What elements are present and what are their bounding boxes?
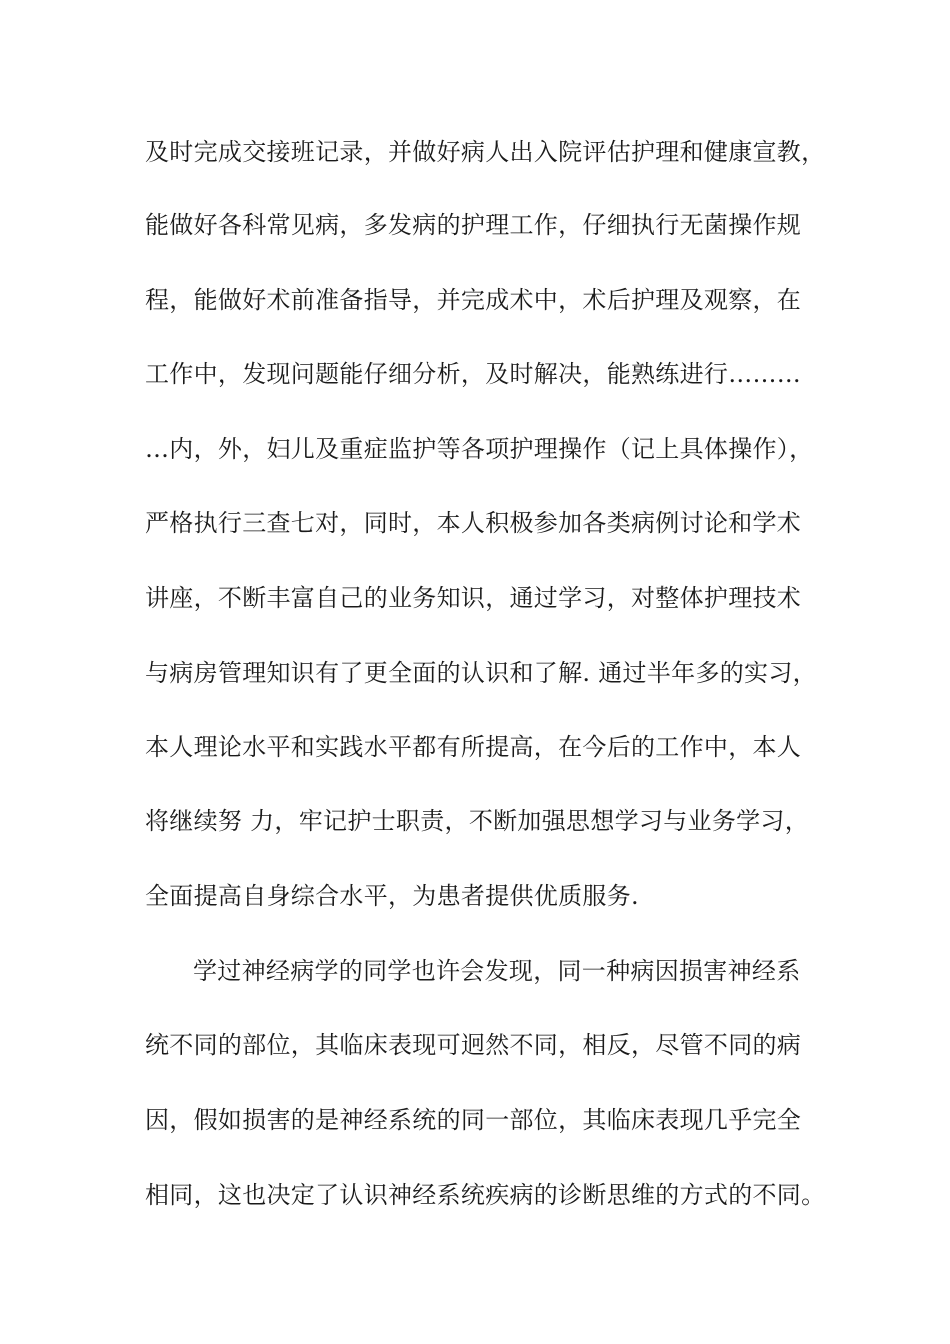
text-line: 工作中，发现问题能仔细分析，及时解决，能熟练进行……… bbox=[145, 360, 802, 388]
text-line: 将继续努 力，牢记护士职责，不断加强思想学习与业务学习， bbox=[145, 807, 810, 835]
text-line: 本人理论水平和实践水平都有所提高，在今后的工作中，本人 bbox=[145, 733, 802, 761]
text-line: 因，假如损害的是神经系统的同一部位，其临床表现几乎完全 bbox=[145, 1106, 802, 1134]
text-line: 相同，这也决定了认识神经系统疾病的诊断思维的方式的不同。 bbox=[145, 1181, 826, 1209]
text-line: …内，外，妇儿及重症监护等各项护理操作（记上具体操作）， bbox=[145, 435, 814, 463]
text-line: 严格执行三查七对，同时，本人积极参加各类病例讨论和学术 bbox=[145, 509, 802, 537]
text-line-indented: 学过神经病学的同学也许会发现，同一种病因损害神经系 bbox=[193, 957, 801, 985]
text-line: 能做好各科常见病，多发病的护理工作，仔细执行无菌操作规 bbox=[145, 211, 802, 239]
text-line: 全面提高自身综合水平，为患者提供优质服务. bbox=[145, 882, 639, 910]
text-line: 及时完成交接班记录，并做好病人出入院评估护理和健康宣教， bbox=[145, 138, 826, 166]
text-line: 与病房管理知识有了更全面的认识和了解. 通过半年多的实习， bbox=[145, 659, 817, 687]
text-line: 程，能做好术前准备指导，并完成术中，术后护理及观察，在 bbox=[145, 286, 802, 314]
text-line: 统不同的部位，其临床表现可迥然不同，相反，尽管不同的病 bbox=[145, 1031, 802, 1059]
text-line: 讲座，不断丰富自己的业务知识，通过学习，对整体护理技术 bbox=[145, 584, 802, 612]
